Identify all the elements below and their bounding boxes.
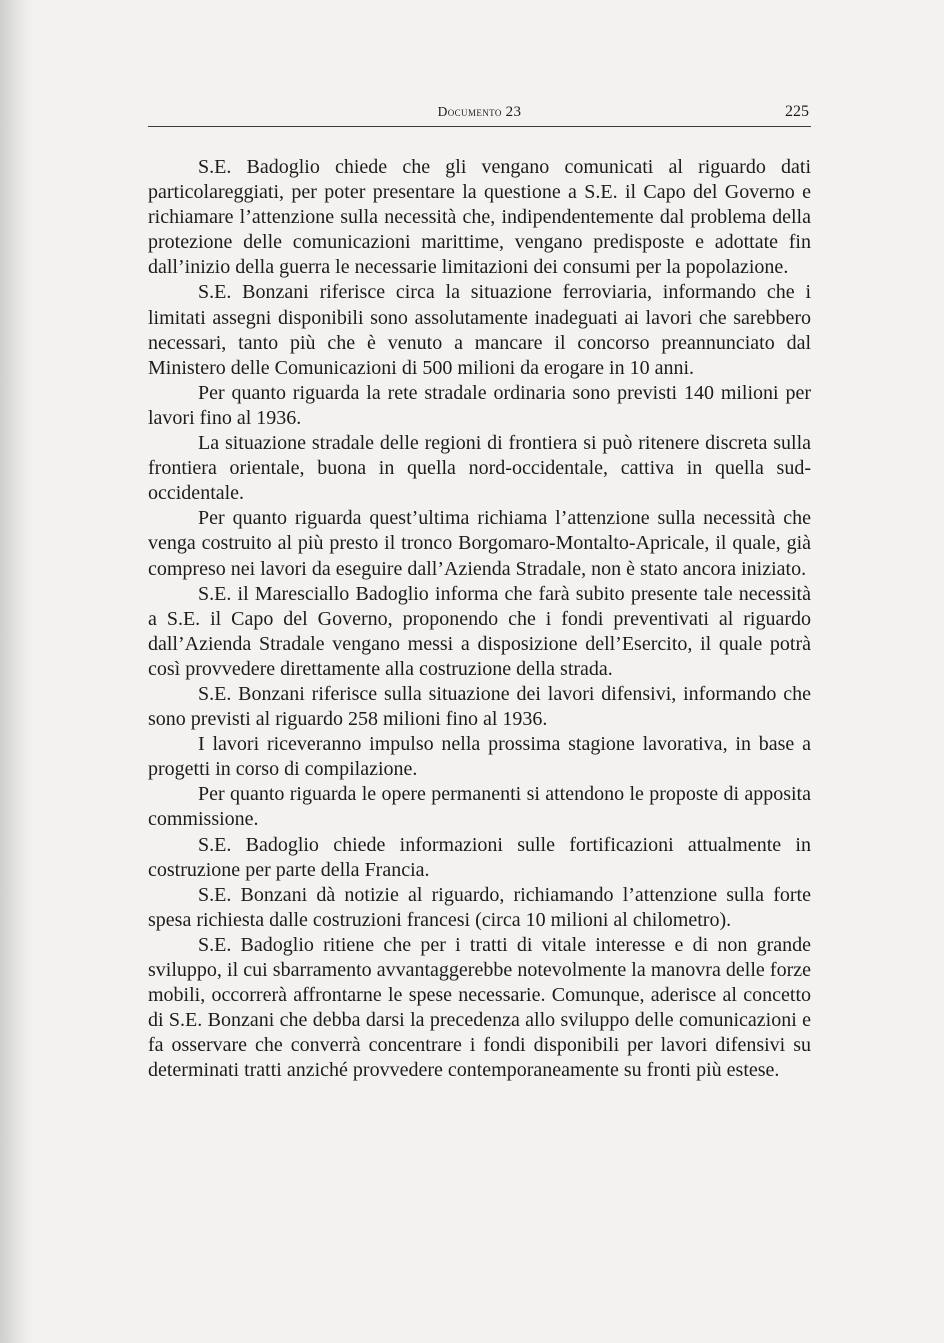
paragraph: S.E. Badoglio chiede informazioni sulle fortificazioni attualmente in costruzione per parte della Francia. bbox=[148, 833, 811, 881]
paragraph: S.E. Badoglio ritiene che per i tratti di vitale interesse e di non grande sviluppo, il cui sbarramento avvantaggerebbe notevolmente la manovra delle forze mobili, occorrerà affrontarne le spese necessarie. Comunque, aderisce al concetto di S.E. Bonzani che debba darsi la precedenza allo sviluppo delle comunicazioni e fa osservare che converrà concentrare i fondi disponibili per lavori difensivi su determinati tratti anziché provvedere contemporaneamente su fronti più estese. bbox=[148, 933, 811, 1082]
paragraph: S.E. Bonzani riferisce sulla situazione dei lavori difensivi, informando che sono previsti al riguardo 258 milioni fino al 1936. bbox=[148, 682, 811, 731]
paragraph: La situazione stradale delle regioni di frontiera si può ritenere discreta sulla frontiera orientale, buona in quella nord-occidentale, cattiva in quella sud-occidentale. bbox=[148, 432, 811, 505]
paragraph: I lavori riceveranno impulso nella prossima stagione lavorativa, in base a progetti in corso di compilazione. bbox=[148, 733, 811, 781]
page-number: 225 bbox=[785, 103, 809, 120]
page-header bbox=[148, 100, 811, 127]
page-binding-shadow bbox=[0, 0, 34, 1343]
paragraph: Per quanto riguarda quest’ultima richiama l’attenzione sulla necessità che venga costruito al più presto il tronco Borgomaro-Montalto-Apricale, il quale, già compreso nei lavori da eseguire dall’Azienda Stradale, non è stato ancora iniziato. bbox=[148, 507, 811, 580]
paragraph: S.E. il Maresciallo Badoglio informa che farà subito presente tale necessità a S.E. il Capo del Governo, proponendo che i fondi preventivati al riguardo dall’Azienda Stradale vengano messi a disposizione dell’Esercito, il quale potrà così provvedere direttamente alla costruzione della strada. bbox=[148, 582, 811, 680]
running-title-number: 23 bbox=[505, 104, 522, 120]
paragraph: S.E. Badoglio chiede che gli vengano comunicati al riguardo dati particolareggiati, per poter presentare la questione a S.E. il Capo del Governo e richiamare l’attenzione sulla necessità che, indipendentemente dal problema della protezione delle comunicazioni marittime, vengano predisposte e adottate fin dall’inizio della guerra le necessarie limitazioni dei consumi per la popolazione. bbox=[148, 156, 811, 279]
paragraph: Per quanto riguarda la rete stradale ordinaria sono previsti 140 milioni per lavori fino al 1936. bbox=[148, 381, 811, 429]
document-body bbox=[148, 155, 811, 1083]
paragraph: S.E. Bonzani dà notizie al riguardo, richiamando l’attenzione sulla forte spesa richiesta dalle costruzioni francesi (circa 10 milioni al chilometro). bbox=[148, 883, 811, 931]
paragraph: S.E. Bonzani riferisce circa la situazione ferroviaria, informando che i limitati assegni disponibili sono assolutamente inadeguati ai lavori che sarebbero necessari, tanto più che è venuto a mancare il concorso preannunciato dal Ministero delle Comunicazioni di 500 milioni da erogare in 10 anni. bbox=[148, 281, 811, 379]
running-title-word: Documento bbox=[437, 104, 502, 119]
paragraph: Per quanto riguarda le opere permanenti si attendono le proposte di apposita commissione. bbox=[148, 783, 811, 831]
running-title bbox=[148, 104, 811, 121]
